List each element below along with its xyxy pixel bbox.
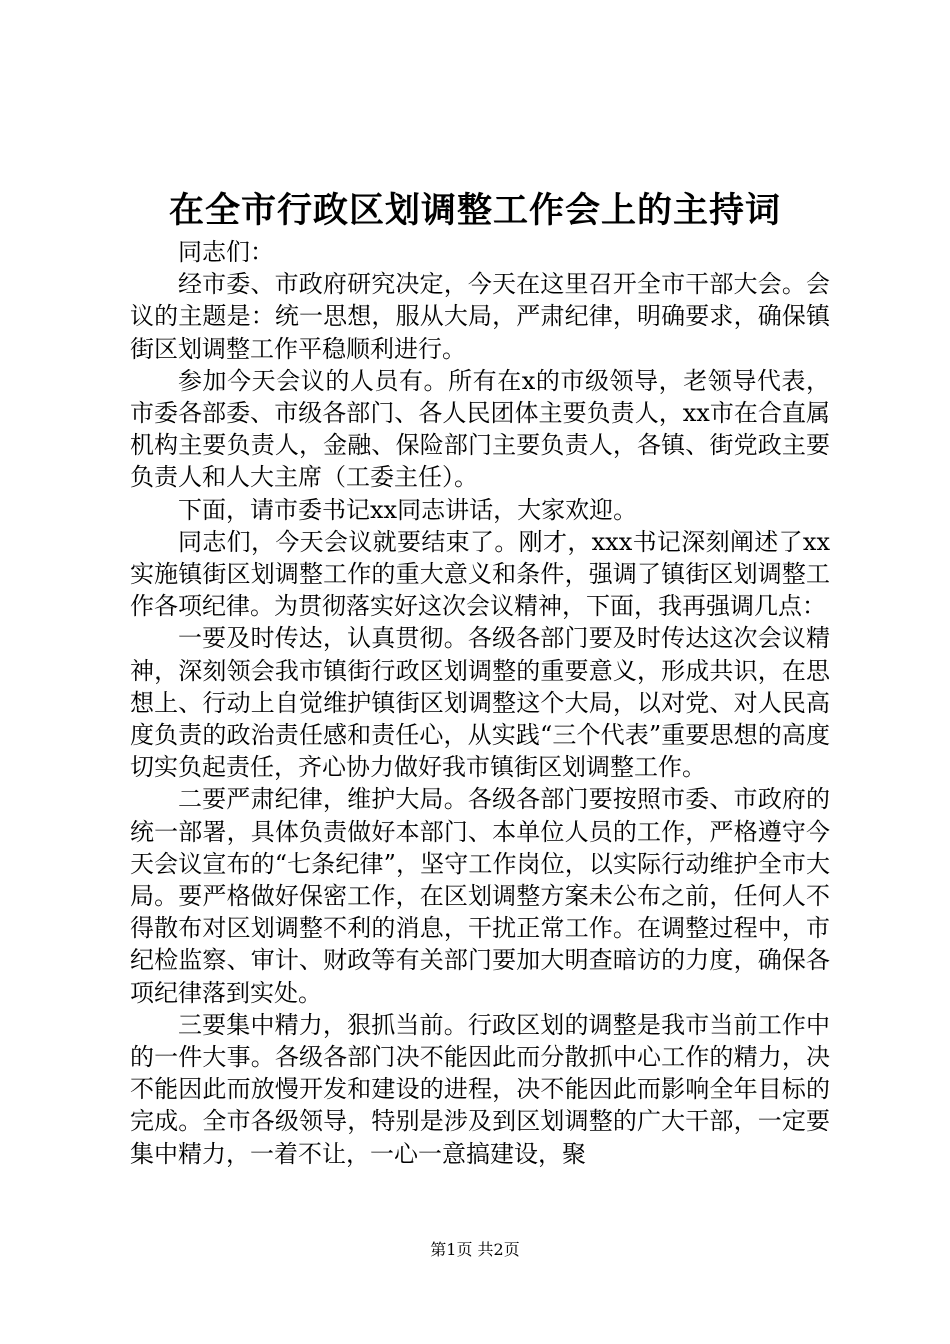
document-body [130,236,830,1170]
paragraph-salutation: 同志们： [178,238,274,266]
paragraph-6: 二要严肃纪律，维护大局。各级各部门要按照市委、市政府的统一部署，具体负责做好本部门、本单位人员的工作，严格遵守今天会议宣布的“七条纪律”，坚守工作岗位，以实际行动维护全市大局。要严格做好保密工作，在区划调整方案未公布之前，任何人不得散布对区划调整不利的消息，干扰正常工作。在调整过程中，市纪检监察、审计、财政等有关部门要加大明查暗访的力度，确保各项纪律落到实处。 [130,785,830,1007]
paragraph-7: 三要集中精力，狠抓当前。行政区划的调整是我市当前工作中的一件大事。各级各部门决不能因此而分散抓中心工作的精力，决不能因此而放慢开发和建设的进程，决不能因此而影响全年目标的完成。全市各级领导，特别是涉及到区划调整的广大干部，一定要集中精力，一着不让，一心一意搞建设，聚 [130,1010,830,1168]
paragraph-4: 同志们，今天会议就要结束了。刚才，xxx书记深刻阐述了xx实施镇街区划调整工作的重大意义和条件，强调了镇街区划调整工作各项纪律。为贯彻落实好这次会议精神，下面，我再强调几点： [130,527,830,621]
paragraph-3: 下面，请市委书记xx同志讲话，大家欢迎。 [178,495,638,524]
document-title: 在全市行政区划调整工作会上的主持词 [168,190,781,231]
page-number-footer: 第1页 共2页 [430,1240,520,1259]
paragraph-1: 经市委、市政府研究决定，今天在这里召开全市干部大会。会议的主题是：统一思想，服从大局，严肃纪律，明确要求，确保镇街区划调整工作平稳顺利进行。 [130,270,830,363]
paragraph-5: 一要及时传达，认真贯彻。各级各部门要及时传达这次会议精神，深刻领会我市镇街行政区划调整的重要意义，形成共识，在思想上、行动上自觉维护镇街区划调整这个大局，以对党、对人民高度负责的政治责任感和责任心，从实践“三个代表”重要思想的高度切实负起责任，齐心协力做好我市镇街区划调整工作。 [130,624,830,782]
paragraph-2: 参加今天会议的人员有。所有在x的市级领导，老领导代表，市委各部委、市级各部门、各人民团体主要负责人，xx市在合直属机构主要负责人，金融、保险部门主要负责人，各镇、街党政主要负责人和人大主席（工委主任）。 [130,366,830,492]
